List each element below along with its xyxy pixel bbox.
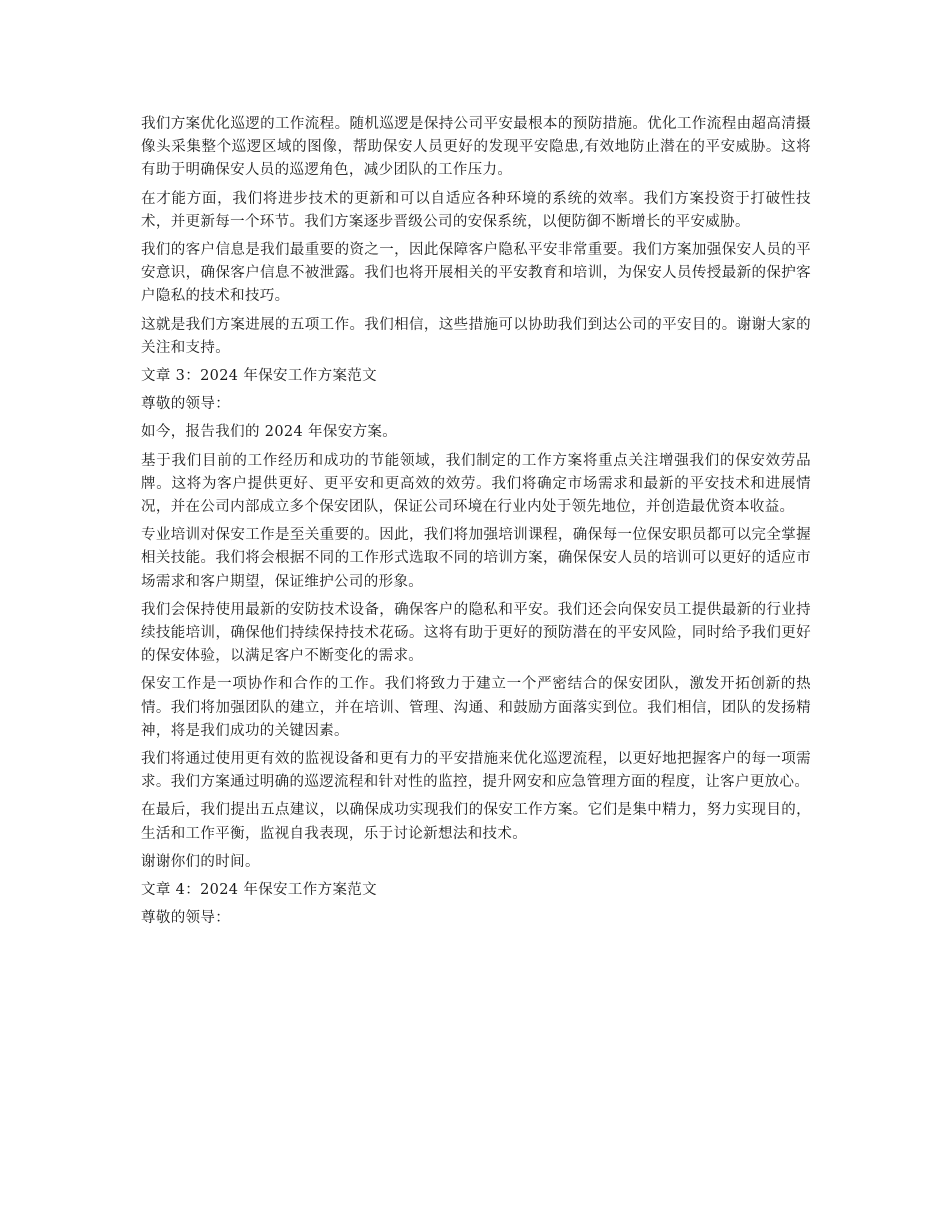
paragraph-technology: 在才能方面，我们将进步技术的更新和可以自适应各种环境的系统的效率。我们方案投资于打破性技术，并更新每一个环节。我们方案逐步晋级公司的安保系统，以便防御不断增长的平安威胁。 [141,190,811,230]
paragraph-customer-privacy: 我们的客户信息是我们最重要的资之一，因此保障客户隐私平安非常重要。我们方案加强保安人员的平安意识，确保客户信息不被泄露。我们也将开展相关的平安教育和培训，为保安人员传授最新的保护客户隐私的技术和技巧。 [141,242,811,305]
article-3-heading: 文章 3：2024 年保安工作方案范文 [141,368,377,385]
paragraph-suggestions: 在最后，我们提出五点建议，以确保成功实现我们的保安工作方案。它们是集中精力，努力实现目的，生活和工作平衡，监视自我表现，乐于讨论新想法和技术。 [141,802,811,842]
paragraph-monitoring: 我们将通过使用更有效的监视设备和更有力的平安措施来优化巡逻流程，以更好地把握客户的每一项需求。我们方案通过明确的巡逻流程和针对性的监控，提升网安和应急管理方面的程度，让客户更放心。 [141,751,811,791]
paragraph-teamwork: 保安工作是一项协作和合作的工作。我们将致力于建立一个严密结合的保安团队，激发开拓创新的热情。我们将加强团队的建立，并在培训、管理、沟通、和鼓励方面落实到位。我们相信，团队的发扬精神，将是我们成功的关键因素。 [141,676,811,739]
paragraph-security-equipment: 我们会保持使用最新的安防技术设备，确保客户的隐私和平安。我们还会向保安员工提供最新的行业持续技能培训，确保他们持续保持技术花砀。这将有助于更好的预防潜在的平安风险，同时给予我们更好的保安体验，以满足客户不断变化的需求。 [141,601,811,665]
paragraph-work-plan: 基于我们目前的工作经历和成功的节能领域，我们制定的工作方案将重点关注增强我们的保安效劳品牌。这将为客户提供更好、更平安和更高效的效劳。我们将确定市场需求和最新的平安技术和进展情况，并在公司内部成立多个保安团队，保证公司环境在行业内处于领先地位，并创造最优资本收益。 [141,452,811,516]
thanks-line: 谢谢你们的时间。 [141,853,260,870]
paragraph-patrol-optimization: 我们方案优化巡逻的工作流程。随机巡逻是保持公司平安最根本的预防措施。优化工作流程由超高清摄像头采集整个巡逻区域的图像，帮助保安人员更好的发现平安隐患,有效地防止潜在的平安威胁。这将有助于明确保安人员的巡逻角色，减少团队的工作压力。 [141,116,811,179]
paragraph-training: 专业培训对保安工作是至关重要的。因此，我们将加强培训课程，确保每一位保安职员都可以完全掌握相关技能。我们将会根据不同的工作形式选取不同的培训方案，确保保安人员的培训可以更好的适应市场需求和客户期望，保证维护公司的形象。 [141,527,811,590]
paragraph-closing-thanks: 这就是我们方案进展的五项工作。我们相信，这些措施可以协助我们到达公司的平安目的。谢谢大家的关注和支持。 [141,316,811,356]
intro-line: 如今，报告我们的 2024 年保安方案。 [141,424,398,441]
article-4-heading: 文章 4：2024 年保安工作方案范文 [141,882,377,899]
document-body [141,113,811,936]
salutation-2: 尊敬的领导： [141,910,231,927]
salutation: 尊敬的领导： [141,396,231,413]
